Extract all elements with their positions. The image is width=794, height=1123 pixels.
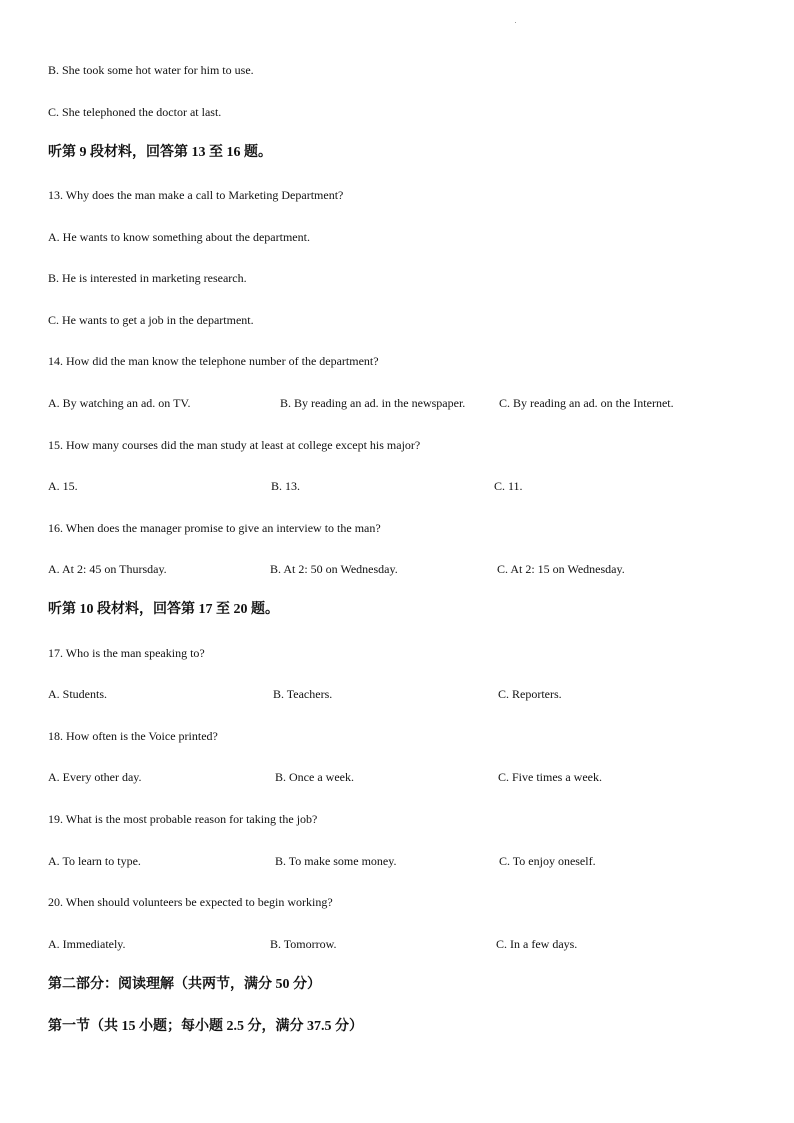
prev-option-b: B. She took some hot water for him to use. bbox=[48, 63, 254, 77]
q20-question: 20. When should volunteers be expected to begin working? bbox=[48, 895, 333, 909]
q20-option-b: B. Tomorrow. bbox=[270, 937, 337, 951]
q14-question: 14. How did the man know the telephone number of the department? bbox=[48, 354, 379, 368]
q15-question: 15. How many courses did the man study at least at college except his major? bbox=[48, 438, 421, 452]
part2-subheading: 第一节（共 15 小题；每小题 2.5 分，满分 37.5 分） bbox=[48, 1019, 363, 1034]
q13-option-c: C. He wants to get a job in the department. bbox=[48, 313, 254, 327]
q18-option-c: C. Five times a week. bbox=[498, 770, 602, 784]
section10-heading: 听第 10 段材料，回答第 17 至 20 题。 bbox=[48, 602, 279, 617]
q19-option-c: C. To enjoy oneself. bbox=[499, 854, 596, 868]
prev-option-c: C. She telephoned the doctor at last. bbox=[48, 105, 222, 119]
q13-option-a: A. He wants to know something about the department. bbox=[48, 230, 310, 244]
q13-option-b: B. He is interested in marketing research. bbox=[48, 271, 247, 285]
q20-option-a: A. Immediately. bbox=[48, 937, 126, 951]
q16-option-c: C. At 2: 15 on Wednesday. bbox=[497, 562, 625, 576]
section9-heading: 听第 9 段材料，回答第 13 至 16 题。 bbox=[48, 145, 272, 160]
q17-option-a: A. Students. bbox=[48, 687, 108, 701]
q19-option-b: B. To make some money. bbox=[275, 854, 397, 868]
q16-option-b: B. At 2: 50 on Wednesday. bbox=[270, 562, 398, 576]
q14-option-a: A. By watching an ad. on TV. bbox=[48, 396, 191, 410]
q19-question: 19. What is the most probable reason for taking the job? bbox=[48, 812, 318, 826]
q13-question: 13. Why does the man make a call to Marketing Department? bbox=[48, 188, 344, 202]
q16-option-a: A. At 2: 45 on Thursday. bbox=[48, 562, 167, 576]
stray-mark bbox=[515, 22, 516, 23]
q19-option-a: A. To learn to type. bbox=[48, 854, 141, 868]
q16-question: 16. When does the manager promise to give an interview to the man? bbox=[48, 521, 381, 535]
q15-option-b: B. 13. bbox=[271, 479, 301, 493]
part2-heading: 第二部分：阅读理解（共两节，满分 50 分） bbox=[48, 977, 321, 992]
q14-option-c: C. By reading an ad. on the Internet. bbox=[499, 396, 674, 410]
q20-option-c: C. In a few days. bbox=[496, 937, 578, 951]
q18-question: 18. How often is the Voice printed? bbox=[48, 729, 218, 743]
q17-option-c: C. Reporters. bbox=[498, 687, 562, 701]
q15-option-c: C. 11. bbox=[494, 479, 523, 493]
q17-option-b: B. Teachers. bbox=[273, 687, 333, 701]
q14-option-b: B. By reading an ad. in the newspaper. bbox=[280, 396, 466, 410]
q15-option-a: A. 15. bbox=[48, 479, 78, 493]
q18-option-a: A. Every other day. bbox=[48, 770, 142, 784]
q17-question: 17. Who is the man speaking to? bbox=[48, 646, 205, 660]
q18-option-b: B. Once a week. bbox=[275, 770, 354, 784]
